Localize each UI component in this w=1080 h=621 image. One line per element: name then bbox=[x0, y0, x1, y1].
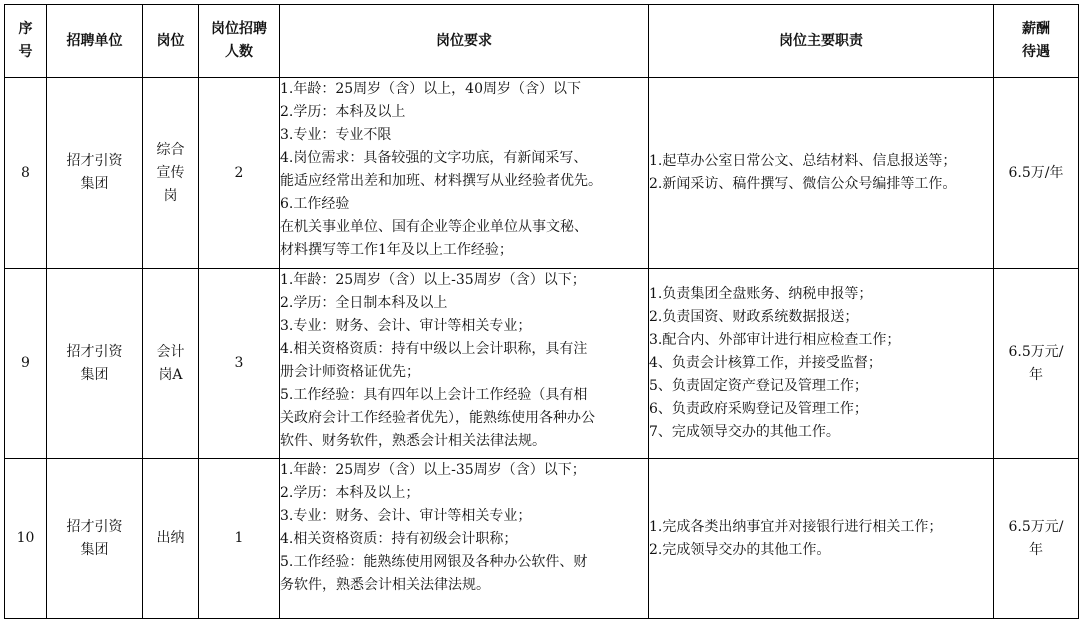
cell-seq: 9 bbox=[5, 269, 47, 459]
requirement-line: 3.专业：财务、会计、审计等相关专业； bbox=[280, 318, 532, 334]
recruitment-table bbox=[4, 4, 1079, 619]
duty-line: 1.负责集团全盘账务、纳税申报等； bbox=[649, 286, 873, 302]
table-row bbox=[5, 459, 1079, 619]
requirement-line: 册会计师资格证优先； bbox=[280, 364, 420, 380]
requirement-line: 3.专业：专业不限 bbox=[280, 127, 392, 143]
cell-duties bbox=[649, 269, 994, 459]
duty-line: 5、负责固定资产登记及管理工作； bbox=[649, 378, 868, 394]
cell-position: 会计岗A bbox=[143, 269, 199, 459]
requirement-line: 5.工作经验：能熟练使用网银及各种办公软件、财 bbox=[280, 554, 588, 570]
header-duties: 岗位主要职责 bbox=[649, 5, 994, 78]
header-requirements: 岗位要求 bbox=[280, 5, 649, 78]
requirement-line: 4.相关资格资质：持有初级会计职称； bbox=[280, 531, 518, 547]
requirement-line: 3.专业：财务、会计、审计等相关专业； bbox=[280, 508, 532, 524]
requirement-line: 1.年龄：25周岁（含）以上-35周岁（含）以下； bbox=[280, 462, 586, 478]
cell-requirements bbox=[280, 269, 649, 459]
cell-seq: 10 bbox=[5, 459, 47, 619]
requirement-line: 2.学历：全日制本科及以上 bbox=[280, 295, 448, 311]
duty-line: 3.配合内、外部审计进行相应检查工作； bbox=[649, 332, 901, 348]
requirement-line: 4.岗位需求：具备较强的文字功底，有新闻采写、 bbox=[280, 150, 588, 166]
cell-unit: 招才引资集团 bbox=[47, 269, 143, 459]
cell-position: 出纳 bbox=[143, 459, 199, 619]
header-seq: 序号 bbox=[5, 5, 47, 78]
cell-seq: 8 bbox=[5, 78, 47, 269]
requirement-line: 4.相关资格资质：持有中级以上会计职称，具有注 bbox=[280, 341, 588, 357]
cell-unit: 招才引资集团 bbox=[47, 459, 143, 619]
requirement-line: 能适应经常出差和加班、材料撰写从业经验者优先。 bbox=[280, 173, 602, 189]
cell-unit: 招才引资集团 bbox=[47, 78, 143, 269]
cell-duties bbox=[649, 78, 994, 269]
header-unit: 招聘单位 bbox=[47, 5, 143, 78]
duty-line: 2.完成领导交办的其他工作。 bbox=[649, 541, 831, 558]
cell-position: 综合宣传岗 bbox=[143, 78, 199, 269]
table-row bbox=[5, 78, 1079, 269]
table-row bbox=[5, 269, 1079, 459]
requirement-line: 5.工作经验：具有四年以上会计工作经验（具有相 bbox=[280, 387, 588, 403]
duty-line: 4、负责会计核算工作，并接受监督； bbox=[649, 355, 882, 371]
requirement-line: 关政府会计工作经验者优先），能熟练使用各种办公 bbox=[280, 410, 595, 426]
cell-count: 3 bbox=[199, 269, 280, 459]
header-row bbox=[5, 5, 1079, 78]
requirement-line: 2.学历：本科及以上 bbox=[280, 104, 406, 120]
duty-line: 1.完成各类出纳事宜并对接银行进行相关工作； bbox=[649, 518, 943, 535]
cell-salary: 6.5万元/年 bbox=[994, 269, 1079, 459]
cell-salary: 6.5万/年 bbox=[994, 78, 1079, 269]
cell-salary: 6.5万元/年 bbox=[994, 459, 1079, 619]
requirement-line: 软件、财务软件，熟悉会计相关法律法规。 bbox=[280, 433, 546, 449]
duty-line: 2.新闻采访、稿件撰写、微信公众号编排等工作。 bbox=[649, 176, 957, 192]
cell-requirements bbox=[280, 78, 649, 269]
duty-line: 7、完成领导交办的其他工作。 bbox=[649, 424, 840, 440]
header-position: 岗位 bbox=[143, 5, 199, 78]
duty-line: 6、负责政府采购登记及管理工作； bbox=[649, 401, 868, 417]
header-count: 岗位招聘人数 bbox=[199, 5, 280, 78]
cell-requirements bbox=[280, 459, 649, 619]
duty-line: 1.起草办公室日常公文、总结材料、信息报送等； bbox=[649, 153, 957, 169]
duty-line: 2.负责国资、财政系统数据报送； bbox=[649, 309, 859, 325]
requirement-line: 1.年龄：25周岁（含）以上，40周岁（含）以下 bbox=[280, 81, 581, 97]
requirement-line: 在机关事业单位、国有企业等企业单位从事文秘、 bbox=[280, 219, 588, 235]
requirement-line: 2.学历：本科及以上； bbox=[280, 485, 420, 501]
cell-count: 2 bbox=[199, 78, 280, 269]
cell-duties bbox=[649, 459, 994, 619]
requirement-line: 材料撰写等工作1年及以上工作经验； bbox=[280, 242, 513, 258]
requirement-line: 6.工作经验 bbox=[280, 196, 350, 212]
header-salary: 薪酬待遇 bbox=[994, 5, 1079, 78]
cell-count: 1 bbox=[199, 459, 280, 619]
requirement-line: 务软件，熟悉会计相关法律法规。 bbox=[280, 577, 490, 593]
requirement-line: 1.年龄：25周岁（含）以上-35周岁（含）以下； bbox=[280, 272, 586, 288]
